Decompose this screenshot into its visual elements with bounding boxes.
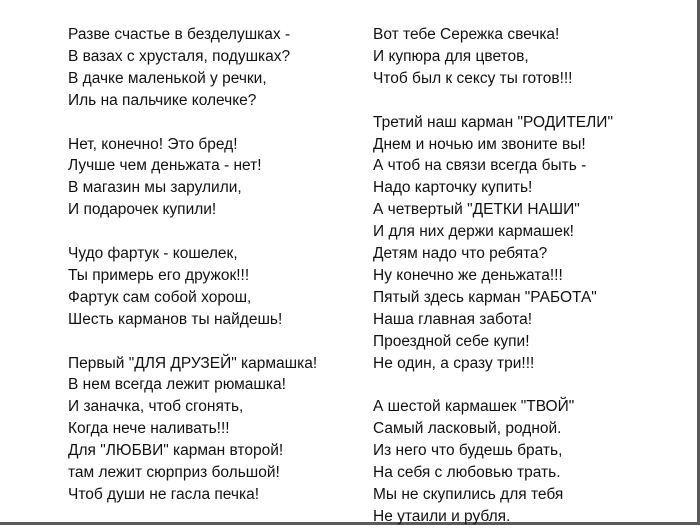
poem-line: Шесть карманов ты найдешь! <box>68 310 283 328</box>
poem-column-right <box>373 24 613 528</box>
poem-line: А шестой кармашек "ТВОЙ" <box>373 398 575 416</box>
poem-line: Ты примерь его дружок!!! <box>68 266 250 284</box>
stanza <box>373 112 613 375</box>
poem-line: Самый ласковый, родной. <box>373 420 562 438</box>
poem-line: Разве счастье в безделушках - <box>68 26 291 43</box>
stanza <box>373 396 613 527</box>
poem-line: Пятый здесь карман "РАБОТА" <box>373 288 597 306</box>
poem-line: В нем всегда лежит рюмашка! <box>68 376 286 394</box>
poem-line: В вазах с хрусталя, подушках? <box>68 47 291 65</box>
poem-line: И купюра для цветов, <box>373 47 529 65</box>
poem-line: Днем и ночью им звоните вы! <box>373 135 586 153</box>
stanza <box>68 134 317 222</box>
poem-line: Вот тебе Сережка свечка! <box>373 26 560 43</box>
stanza <box>68 243 317 331</box>
poem-line: Не один, а сразу три!!! <box>373 354 535 372</box>
poem-line: А четвертый "ДЕТКИ НАШИ" <box>373 201 580 219</box>
poem-line: Когда нече наливать!!! <box>68 420 230 438</box>
poem-line: Из него что будешь брать, <box>373 442 563 460</box>
poem-line: Не утаили и рубля. <box>373 507 511 525</box>
poem-line: там лежит сюрприз большой! <box>68 464 280 482</box>
stanza <box>68 24 317 112</box>
poem-line: Надо карточку купить! <box>373 179 533 197</box>
poem-line: Для "ЛЮБВИ" карман второй! <box>68 442 284 460</box>
poem-line: Проездной себе купи! <box>373 332 530 350</box>
poem-line: Наша главная забота! <box>373 310 533 328</box>
poem-line: Нет, конечно! Это бред! <box>68 135 238 153</box>
stanza <box>68 353 317 506</box>
poem-line: Детям надо что ребята? <box>373 245 548 263</box>
poem-line: И подарочек купили! <box>68 201 217 219</box>
poem-line: В дачке маленькой у речки, <box>68 69 267 87</box>
poem-line: На себя с любовью трать. <box>373 464 561 482</box>
poem-line: Мы не скупились для тебя <box>373 486 564 503</box>
poem-line: Чтоб души не гасла печка! <box>68 485 260 503</box>
poem-column-left <box>68 24 317 506</box>
poem-line: Ну конечно же деньжата!!! <box>373 266 563 284</box>
stanza <box>373 24 613 90</box>
poem-line: Третий наш карман "РОДИТЕЛИ" <box>373 113 613 131</box>
poem-line: И для них держи кармашек! <box>373 223 574 241</box>
poem-line: И заначка, чтоб сгонять, <box>68 398 244 416</box>
poem-line: Фартук сам собой хорош, <box>68 288 252 306</box>
poem-line: Чудо фартук - кошелек, <box>68 245 238 263</box>
poem-line: Чтоб был к сексу ты готов!!! <box>373 69 573 87</box>
poem-line: А чтоб на связи всегда быть - <box>373 157 587 175</box>
poem-line: Лучше чем деньжата - нет! <box>68 157 262 175</box>
poem-line: Иль на пальчике колечке? <box>68 91 257 109</box>
poem-line: В магазин мы зарулили, <box>68 179 242 197</box>
poem-line: Первый "ДЛЯ ДРУЗЕЙ" кармашка! <box>68 354 318 372</box>
